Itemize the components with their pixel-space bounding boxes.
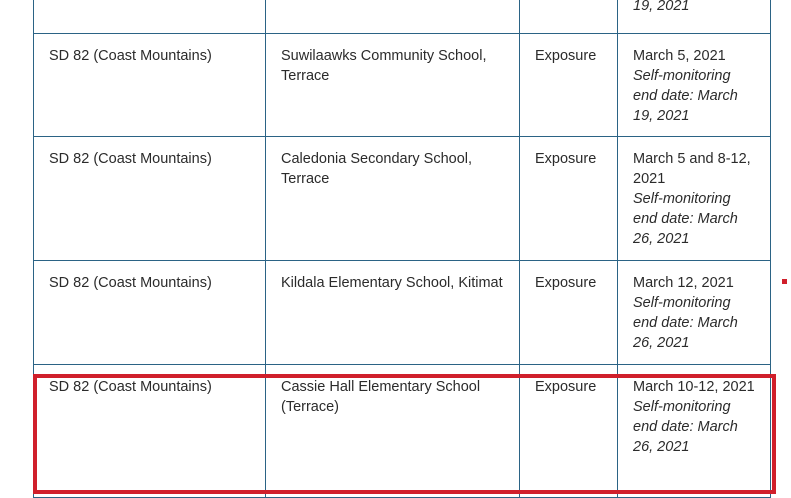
exposure-date-cell xyxy=(618,0,771,34)
exposure-date: March 10-12, 2021 xyxy=(633,379,755,395)
school-cell: Cassie Hall Elementary School (Terrace) xyxy=(266,365,520,498)
district-cell: SD 82 (Coast Mountains) xyxy=(34,261,266,365)
exposure-date: March 5 and 8-12, 2021 xyxy=(633,151,751,187)
self-monitoring-note: Self-monitoring end date: March 19, 2021 xyxy=(633,68,738,124)
district-cell xyxy=(34,0,266,34)
table-row xyxy=(34,261,771,365)
self-monitoring-note: 19, 2021 xyxy=(633,0,690,14)
district-cell: SD 82 (Coast Mountains) xyxy=(34,365,266,498)
self-monitoring-note: Self-monitoring end date: March 26, 2021 xyxy=(633,399,738,455)
district-cell: SD 82 (Coast Mountains) xyxy=(34,34,266,137)
exposure-date-cell xyxy=(618,261,771,365)
exposure-type-cell: Exposure xyxy=(520,137,618,261)
self-monitoring-note: Self-monitoring end date: March 26, 2021 xyxy=(633,191,738,247)
school-cell xyxy=(266,0,520,34)
self-monitoring-note: Self-monitoring end date: March 26, 2021 xyxy=(633,295,738,351)
table-row xyxy=(34,137,771,261)
exposure-date: March 5, 2021 xyxy=(633,48,726,64)
district-cell: SD 82 (Coast Mountains) xyxy=(34,137,266,261)
school-cell: Suwilaawks Community School, Terrace xyxy=(266,34,520,137)
exposure-type-cell: Exposure xyxy=(520,365,618,498)
exposure-date-cell xyxy=(618,137,771,261)
school-cell: Caledonia Secondary School, Terrace xyxy=(266,137,520,261)
exposure-date: March 12, 2021 xyxy=(633,275,734,291)
exposure-date-cell xyxy=(618,34,771,137)
exposure-type-cell: Exposure xyxy=(520,261,618,365)
exposure-date-cell xyxy=(618,365,771,498)
exposure-table xyxy=(33,0,771,498)
exposure-type-cell xyxy=(520,0,618,34)
table-row xyxy=(34,34,771,137)
school-cell: Kildala Elementary School, Kitimat xyxy=(266,261,520,365)
exposure-type-cell: Exposure xyxy=(520,34,618,137)
annotation-marker xyxy=(782,279,787,284)
table-row-highlighted xyxy=(34,365,771,498)
table-row xyxy=(34,0,771,34)
